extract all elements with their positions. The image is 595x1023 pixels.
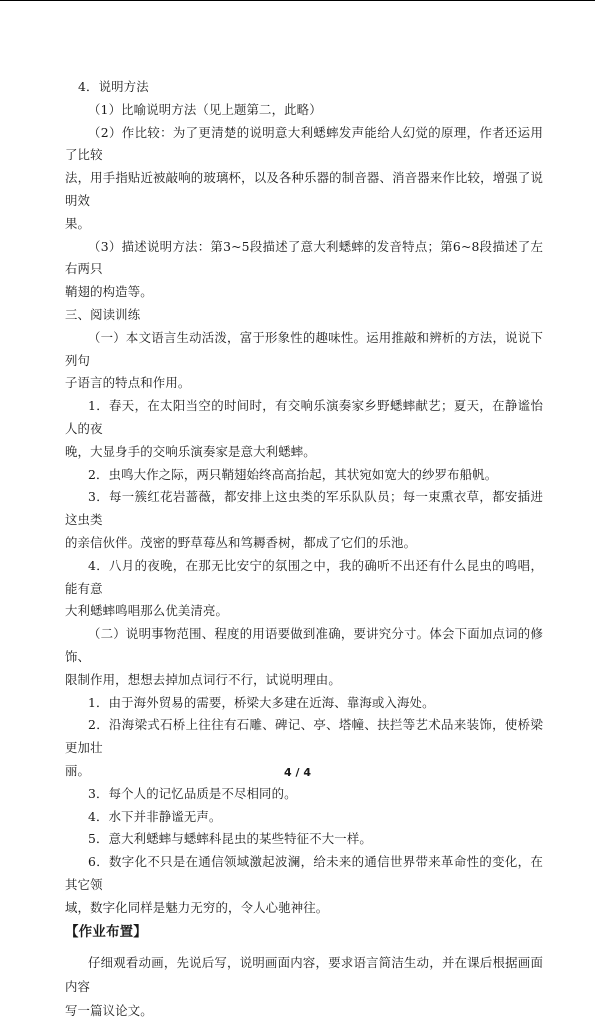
page-number: 4 / 4: [284, 766, 311, 779]
paragraph-metaphor-method: （1）比喻说明方法（见上题第二，此略）: [88, 101, 322, 117]
text-line: （一）本文语言生动活泼，富于形象性的趣味性。运用推敲和辨析的方法，说说下列句: [65, 329, 543, 368]
text-line: 大利蟋蟀鸣唱那么优美清亮。: [65, 603, 229, 619]
list-item: [65, 851, 543, 919]
list-item: 2．虫鸣大作之际，两只鞘翅始终高高抬起，其状宛如宽大的纱罗布船帆。: [88, 466, 498, 482]
section-heading-reading-practice: 三、阅读训练: [65, 306, 141, 322]
list-item: 5．意大利蟋蟀与蟋蟀科昆虫的某些特征不大一样。: [88, 831, 372, 847]
paragraph-exercise-two-intro: [65, 623, 543, 691]
paragraph-description-method: [65, 236, 543, 304]
homework-heading: 【作业布置】: [65, 924, 147, 941]
text-line: 域，数字化同样是魅力无穷的，令人心驰神往。: [65, 899, 329, 915]
text-line: （二）说明事物范围、程度的用语要做到准确，要讲究分寸。体会下面加点词的修饰、: [65, 626, 543, 664]
text-line: （2）作比较：为了更清楚的说明意大利蟋蟀发声能给人幻觉的原理，作者还运用了比较: [65, 124, 543, 163]
text-line: 子语言的特点和作用。: [65, 375, 191, 391]
text-line: 法，用手指贴近被敲响的玻璃杯，以及各种乐器的制音器、消音器来作比较，增强了说明效: [65, 170, 543, 208]
list-item: 3．每个人的记忆品质是不尽相同的。: [88, 785, 297, 801]
text-line: 1．春天，在太阳当空的时间时，有交响乐演奏家乡野蟋蟀献艺；夏天，在静谧怡人的夜: [65, 398, 543, 436]
list-item: 4．水下并非静谧无声。: [88, 808, 222, 824]
document-body: [65, 76, 543, 1023]
text-line: 限制作用，想想去掉加点词行不行，试说明理由。: [65, 671, 341, 687]
text-line: 仔细观看动画，先说后写，说明画面内容，要求语言简洁生动，并在课后根据画面内容: [65, 955, 543, 995]
list-item: [65, 555, 543, 623]
text-line: 6．数字化不只是在通信领域激起波澜，给未来的通信世界带来革命性的变化，在其它领: [65, 854, 543, 892]
paragraph-comparison-method: [65, 122, 543, 236]
list-item: [65, 395, 543, 463]
text-line: 丽。: [65, 762, 91, 778]
text-line: 鞘翅的构造等。: [65, 284, 153, 300]
list-item: [65, 486, 543, 554]
list-item: 1．由于海外贸易的需要，桥梁大多建在近海、靠海或入海处。: [88, 694, 435, 710]
top-border-line: [0, 0, 595, 1]
text-line: 3．每一簇红花岩蔷薇，都安排上这虫类的军乐队队员；每一束熏衣草，都安插进这虫类: [65, 489, 543, 528]
text-line: （3）描述说明方法：第3~5段描述了意大利蟋蟀的发音特点；第6~8段描述了左右两只: [65, 238, 543, 277]
homework-paragraph: [65, 951, 543, 1023]
text-line: 果。: [65, 215, 91, 231]
text-line: 晚，大显身手的交响乐演奏家是意大利蟋蟀。: [65, 443, 316, 459]
text-line: 4．八月的夜晚，在那无比安宁的氛围之中，我的确听不出还有什么昆虫的鸣唱，能有意: [65, 557, 543, 596]
text-line: 的亲信伙伴。茂密的野草莓丛和笃耨香树，都成了它们的乐池。: [65, 534, 417, 550]
text-line: 2．沿海梁式石桥上往往有石雕、碑记、亭、塔幢、扶拦等艺术品来装饰，使桥梁更加壮: [65, 717, 543, 756]
paragraph-exercise-one-intro: [65, 327, 543, 395]
section-heading-explanation-methods: 4．说明方法: [78, 79, 149, 94]
text-line: 写一篇议论文。: [65, 1003, 153, 1019]
